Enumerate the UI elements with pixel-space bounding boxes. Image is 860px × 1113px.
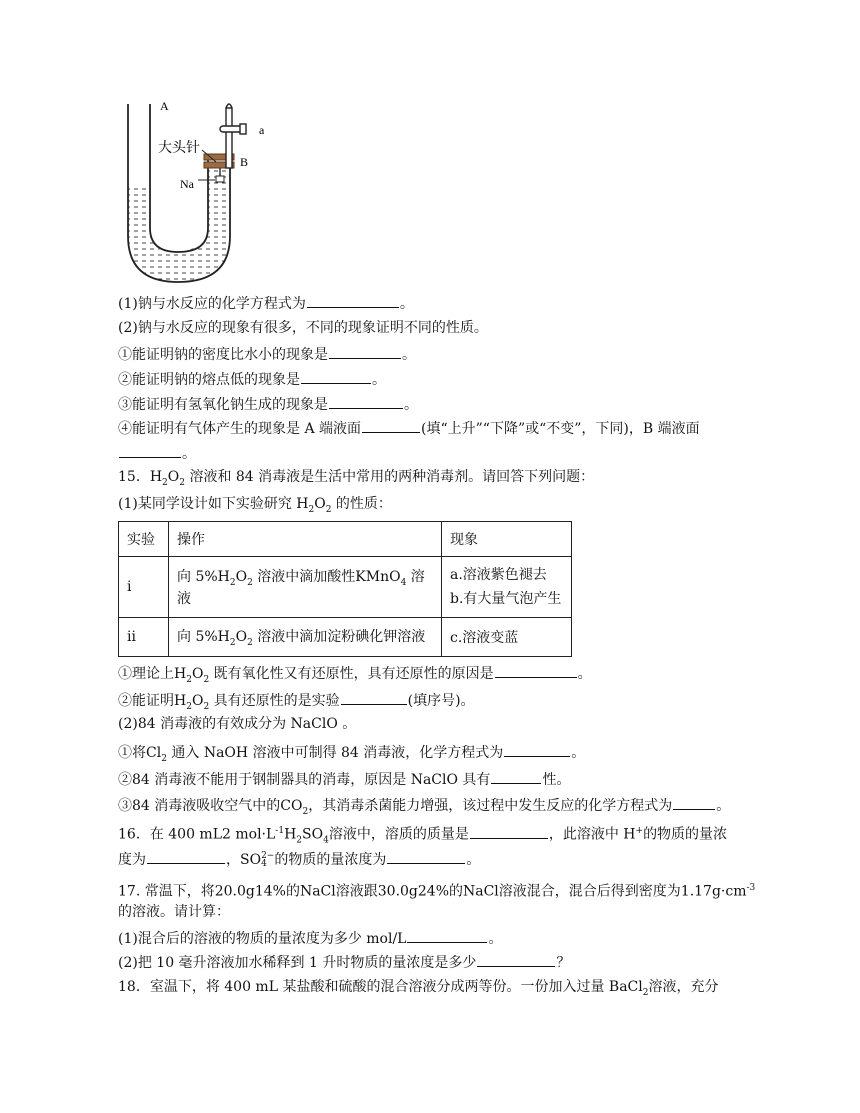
answer-blank[interactable]	[307, 292, 399, 308]
answer-blank[interactable]	[362, 417, 420, 433]
q15-t2: ②84 消毒液不能用于钢制器具的消毒，原因是 NaClO 具有 性。	[118, 768, 570, 790]
q14-part1: (1)钠与水反应的化学方程式为 。	[118, 292, 414, 314]
table-cell: ii	[119, 618, 169, 657]
answer-blank[interactable]	[470, 823, 548, 839]
answer-blank[interactable]	[329, 343, 401, 359]
q18-line1: 18．室温下，将 400 mL 某盐酸和硫酸的混合溶液分成两等份。一份加入过量 BaCl$_2$溶液，充分	[118, 979, 719, 998]
u-tube-apparatus-figure	[118, 96, 318, 288]
answer-blank[interactable]	[673, 794, 715, 810]
q14-sub4: ④能证明有气体产生的现象是 A 端液面 (填“上升”“下降”或“不变”，下同)，B 端液面	[118, 417, 700, 439]
answer-blank[interactable]	[495, 662, 577, 678]
answer-blank[interactable]	[504, 741, 570, 757]
q15-part1: (1)某同学设计如下实验研究 $H_2O_2$ 的性质：	[118, 496, 392, 515]
q16-line2: 度为 ，SO 2− 4 的物质的量浓度为 。	[118, 848, 480, 870]
table-row	[119, 557, 572, 618]
q16-line1: 16．在 400 mL2 $mol\cdot L^{-1}H_2SO_4$溶液中，溶质的质量是 ，此溶液中 H+的物质的量浓	[118, 821, 727, 850]
label-A: A	[160, 99, 169, 113]
table-header-cell: 现象	[442, 522, 572, 557]
q17-line1: 17. 常温下，将20.0g14%的NaCl溶液跟30.0g24%的NaCl溶液混合，混合后得到密度为$1.17g\cdot cm^{-3}$	[118, 883, 756, 900]
q14-sub3: ③能证明有氢氧化钠生成的现象是 。	[118, 393, 418, 415]
table-row	[119, 618, 572, 657]
answer-blank[interactable]	[407, 927, 487, 943]
table-header-row	[119, 522, 572, 557]
table-cell: a.溶液紫色褪去 b.有大量气泡产生	[442, 557, 572, 618]
q15-sub1: ①理论上$H_2O_2$ 既有氧化性又有还原性，具有还原性的原因是 。	[118, 662, 592, 690]
q14-part2: (2)钠与水反应的现象有很多，不同的现象证明不同的性质。	[118, 320, 488, 336]
q15-t3: ③84 消毒液吸收空气中的$CO_2$，其消毒杀菌能力增强，该过程中发生反应的化学方程式为 。	[118, 794, 730, 822]
label-Na: Na	[180, 177, 194, 191]
q17-line2: 的溶液。请计算：	[118, 904, 230, 920]
q17-part1: (1)混合后的溶液的物质的量浓度为多少 mol/L 。	[118, 927, 502, 949]
table-header-cell: 操作	[169, 522, 442, 557]
label-pin: 大头针	[158, 140, 200, 156]
q14-sub1: ①能证明钠的密度比水小的现象是 。	[118, 343, 416, 365]
experiment-table	[118, 521, 572, 657]
table-cell: 向 $5\%H_2O_2$ 溶液中滴加淀粉碘化钾溶液	[169, 618, 442, 657]
q17-part2: (2)把 10 毫升溶液加水稀释到 1 升时物质的量浓度是多少 ？	[118, 951, 570, 973]
answer-blank[interactable]	[119, 442, 181, 458]
q15-sub2: ②能证明$H_2O_2$ 具有还原性的是实验 (填序号)。	[118, 689, 475, 717]
table-cell: c.溶液变蓝	[442, 618, 572, 657]
q15-t1: ①将$Cl_2$ 通入 NaOH 溶液中可制得 84 消毒液，化学方程式为 。	[118, 741, 585, 769]
answer-blank[interactable]	[387, 848, 465, 864]
table-header-cell: 实验	[119, 522, 169, 557]
answer-blank[interactable]	[477, 951, 555, 967]
answer-blank[interactable]	[147, 848, 225, 864]
q15-part2: (2)84 消毒液的有效成分为 NaClO 。	[118, 716, 357, 732]
table-cell: i	[119, 557, 169, 618]
answer-blank[interactable]	[329, 393, 403, 409]
answer-blank[interactable]	[491, 768, 541, 784]
q14-sub2: ②能证明钠的熔点低的现象是 。	[118, 368, 386, 390]
table-cell: 向 $5\%H_2O_2$ 溶液中滴加酸性KMnO$_4$ 溶液	[169, 557, 442, 618]
q14-sub4-cont: 。	[118, 442, 196, 464]
q15-intro: 15．$H_2O_2$ 溶液和 84 消毒液是生活中常用的两种消毒剂。请回答下列问题：	[118, 469, 595, 488]
answer-blank[interactable]	[301, 368, 371, 384]
label-a: a	[259, 123, 265, 137]
answer-blank[interactable]	[341, 689, 407, 705]
label-B: B	[240, 155, 249, 169]
